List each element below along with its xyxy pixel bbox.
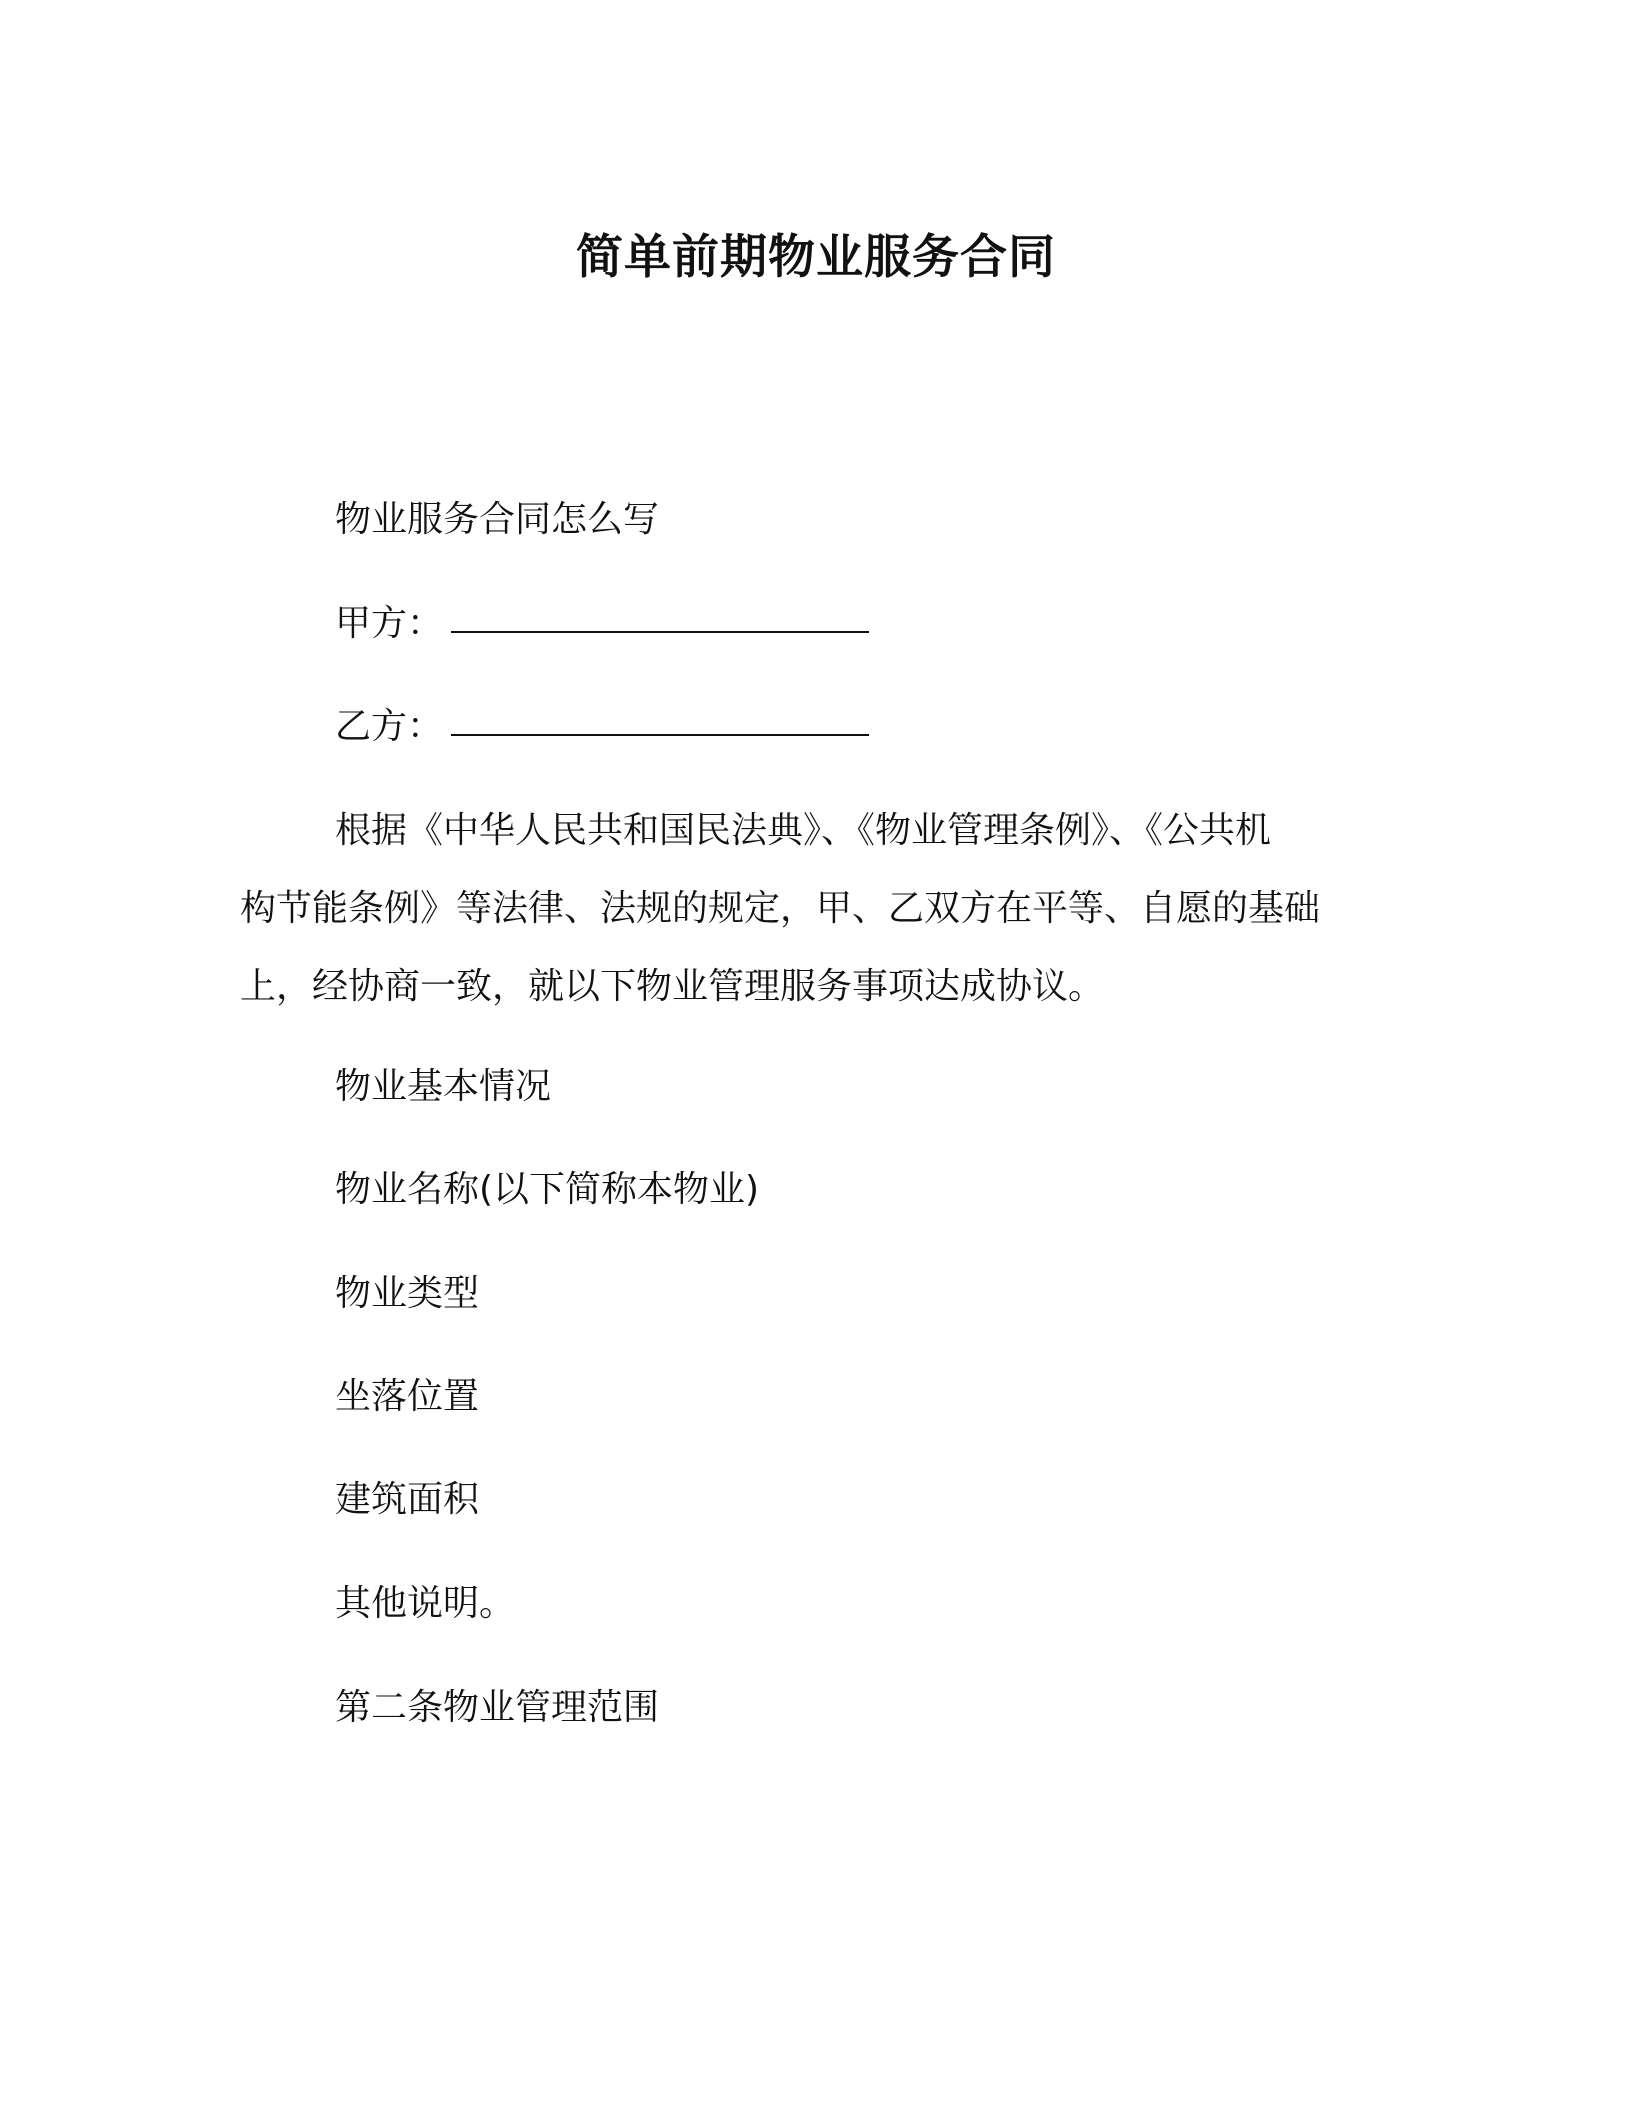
intro-line-2: 构节能条例》等法律、法规的规定，甲、乙双方在平等、自愿的基础 <box>240 888 1321 929</box>
intro-paragraph <box>240 792 1380 1026</box>
heading-line: 物业服务合同怎么写 <box>335 499 660 540</box>
item-area: 建筑面积 <box>335 1479 480 1520</box>
item-name: 物业名称(以下简称本物业) <box>335 1169 760 1210</box>
item-type: 物业类型 <box>335 1273 480 1314</box>
document-title: 简单前期物业服务合同 <box>576 230 1056 285</box>
party-b-blank <box>451 734 869 736</box>
party-a-blank <box>451 631 869 633</box>
section-basic: 物业基本情况 <box>335 1066 552 1107</box>
party-b-line <box>335 703 869 751</box>
item-location: 坐落位置 <box>335 1376 480 1417</box>
party-a-label: 甲方： <box>335 603 444 644</box>
intro-line-3: 上，经协商一致，就以下物业管理服务事项达成协议。 <box>240 966 1105 1007</box>
party-b-label: 乙方： <box>335 706 444 747</box>
item-other: 其他说明。 <box>335 1583 516 1624</box>
party-a-line <box>335 600 869 648</box>
section-scope: 第二条物业管理范围 <box>335 1687 660 1728</box>
intro-line-1: 根据《中华人民共和国民法典》、《物业管理条例》、《公共机 <box>335 810 1272 851</box>
